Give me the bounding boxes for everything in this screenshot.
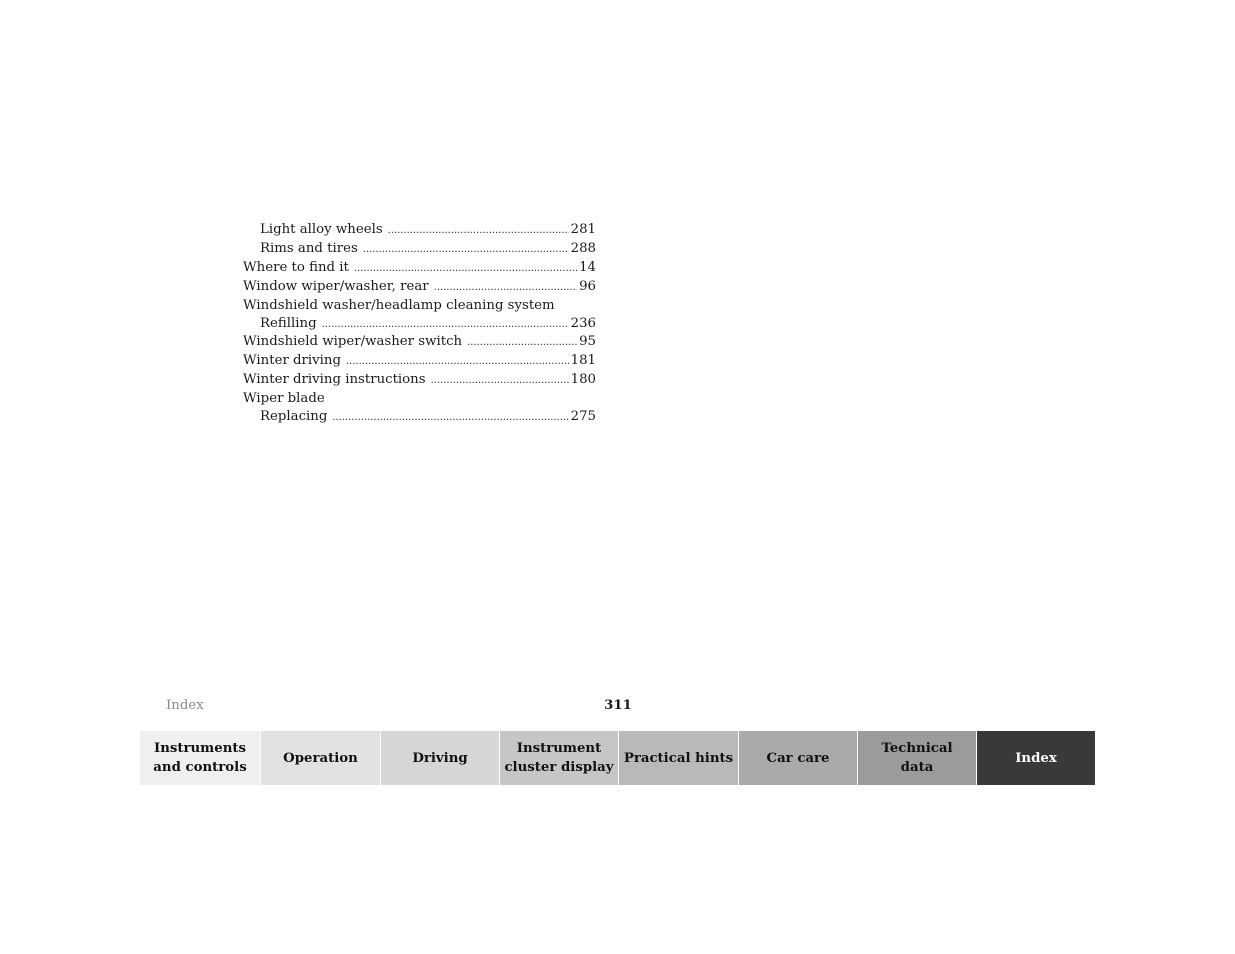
index-entry[interactable] bbox=[243, 221, 596, 240]
leader-dots bbox=[431, 372, 569, 390]
index-list bbox=[243, 221, 596, 427]
tab-car-care[interactable]: Car care bbox=[738, 731, 857, 785]
tab-operation[interactable]: Operation bbox=[260, 731, 380, 785]
entry-term: Replacing bbox=[260, 409, 328, 425]
entry-term: Window wiper/washer, rear bbox=[243, 278, 429, 294]
leader-dots bbox=[332, 409, 568, 427]
index-entry[interactable] bbox=[243, 352, 596, 371]
tab-index[interactable]: Index bbox=[976, 731, 1095, 785]
entry-page: 14 bbox=[579, 259, 596, 275]
index-entry[interactable] bbox=[243, 333, 596, 352]
index-entry[interactable] bbox=[243, 240, 596, 259]
index-entry[interactable] bbox=[243, 315, 596, 334]
index-entry[interactable] bbox=[243, 259, 596, 278]
leader-dots bbox=[388, 222, 569, 240]
leader-dots bbox=[354, 260, 577, 278]
leader-dots bbox=[363, 241, 569, 259]
tab-instruments-and-controls[interactable]: Instruments and controls bbox=[140, 731, 260, 785]
entry-term: Winter driving bbox=[243, 353, 342, 369]
entry-page: 236 bbox=[570, 315, 596, 331]
entry-page: 181 bbox=[570, 353, 596, 369]
entry-term: Windshield washer/headlamp cleaning system bbox=[243, 297, 555, 313]
section-tab-bar bbox=[140, 731, 1095, 785]
index-entry[interactable] bbox=[243, 371, 596, 390]
entry-term: Refilling bbox=[260, 315, 317, 331]
entry-page: 288 bbox=[570, 240, 596, 256]
leader-dots bbox=[467, 334, 577, 352]
entry-term: Rims and tires bbox=[260, 240, 358, 256]
index-entry-heading bbox=[243, 297, 596, 315]
entry-page: 275 bbox=[570, 409, 596, 425]
entry-term: Windshield wiper/washer switch bbox=[243, 334, 463, 350]
page-number: 311 bbox=[604, 698, 632, 713]
entry-page: 180 bbox=[570, 372, 596, 388]
entry-page: 95 bbox=[579, 334, 596, 350]
leader-dots bbox=[322, 316, 569, 334]
index-entry[interactable] bbox=[243, 408, 596, 427]
leader-dots bbox=[346, 353, 569, 371]
index-entry-heading bbox=[243, 390, 596, 408]
tab-practical-hints[interactable]: Practical hints bbox=[618, 731, 738, 785]
entry-page: 96 bbox=[579, 278, 596, 294]
tab-technical-data[interactable]: Technical data bbox=[857, 731, 976, 785]
footer-section-label: Index bbox=[166, 698, 204, 713]
entry-term: Winter driving instructions bbox=[243, 372, 426, 388]
entry-term: Where to find it bbox=[243, 259, 349, 275]
tab-instrument-cluster-display[interactable]: Instrument cluster display bbox=[499, 731, 618, 785]
index-entry[interactable] bbox=[243, 278, 596, 297]
entry-term: Light alloy wheels bbox=[260, 222, 383, 237]
entry-page: 281 bbox=[570, 222, 596, 237]
entry-term: Wiper blade bbox=[243, 391, 325, 407]
tab-driving[interactable]: Driving bbox=[380, 731, 499, 785]
leader-dots bbox=[434, 279, 577, 297]
